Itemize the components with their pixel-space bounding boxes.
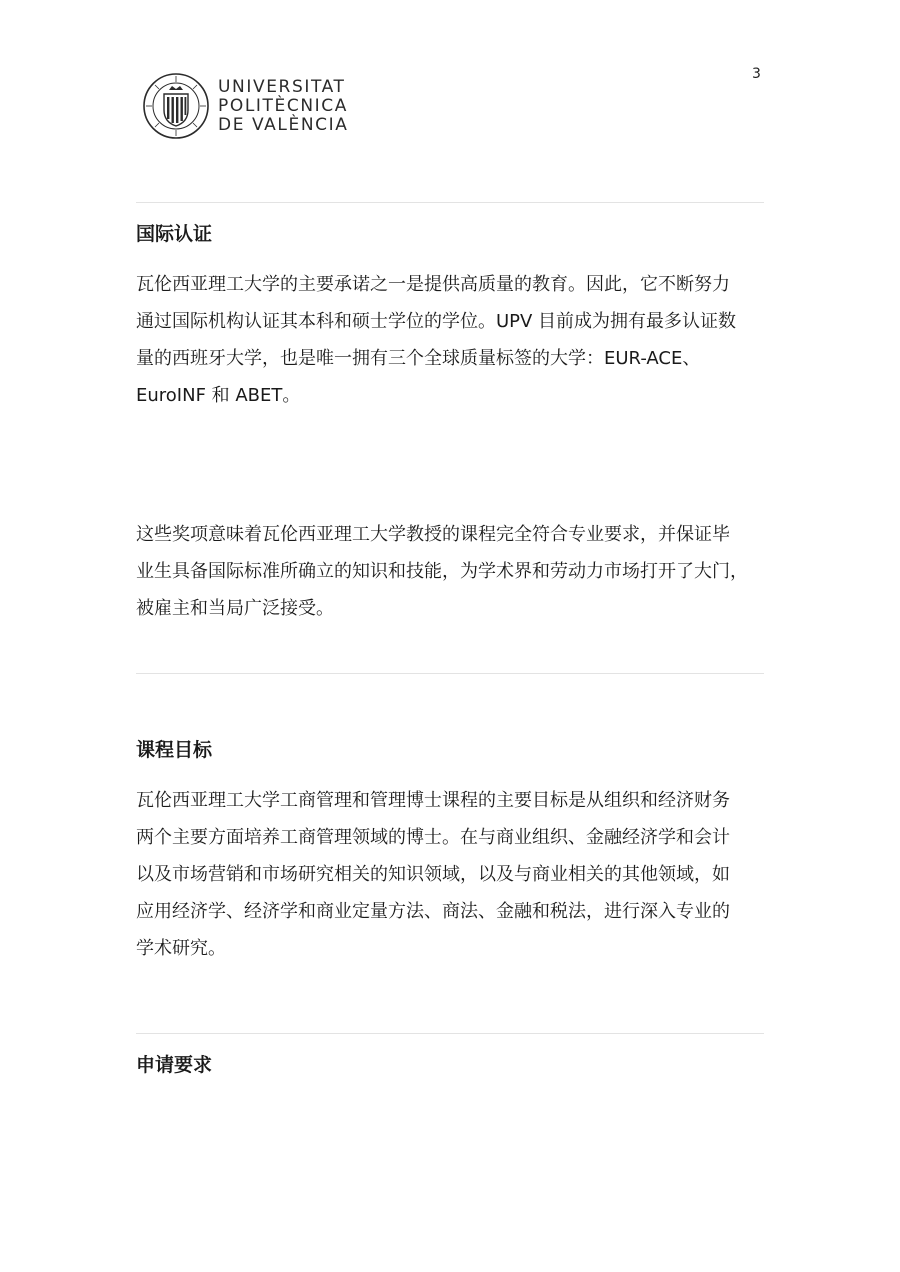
wordmark-line-2: POLITÈCNICA <box>218 96 348 116</box>
text-line: 瓦伦西亚理工大学工商管理和管理博士课程的主要目标是从组织和经济财务 <box>136 790 730 811</box>
page-number: 3 <box>752 66 761 82</box>
text-line: 瓦伦西亚理工大学的主要承诺之一是提供高质量的教育。因此，它不断努力 <box>136 274 730 295</box>
text-line: 学术研究。 <box>136 938 226 959</box>
text-line: 量的西班牙大学，也是唯一拥有三个全球质量标签的大学：EUR-ACE、 <box>136 348 701 369</box>
text-line: 以及市场营销和市场研究相关的知识领域，以及与商业相关的其他领域，如 <box>136 864 730 885</box>
divider <box>136 202 764 203</box>
text-line: 业生具备国际标准所确立的知识和技能，为学术界和劳动力市场打开了大门， <box>136 561 748 582</box>
section-heading-accreditation: 国际认证 <box>136 223 213 245</box>
university-seal-icon <box>142 72 210 140</box>
text-line: 这些奖项意味着瓦伦西亚理工大学教授的课程完全符合专业要求，并保证毕 <box>136 524 730 545</box>
divider <box>136 1033 764 1034</box>
text-line: 两个主要方面培养工商管理领域的博士。在与商业组织、金融经济学和会计 <box>136 827 730 848</box>
text-line: EuroINF 和 ABET。 <box>136 385 301 406</box>
university-wordmark <box>218 78 348 135</box>
text-line: 被雇主和当局广泛接受。 <box>136 598 334 619</box>
section-heading-objectives: 课程目标 <box>136 739 213 761</box>
paragraph-accreditation-1 <box>136 266 768 414</box>
university-logo <box>142 72 372 142</box>
divider <box>136 673 764 674</box>
text-line: 通过国际机构认证其本科和硕士学位的学位。UPV 目前成为拥有最多认证数 <box>136 311 737 332</box>
paragraph-accreditation-2 <box>136 516 768 627</box>
wordmark-line-3: DE VALÈNCIA <box>218 115 349 135</box>
paragraph-objectives <box>136 782 768 967</box>
wordmark-line-1: UNIVERSITAT <box>218 77 346 97</box>
text-line: 应用经济学、经济学和商业定量方法、商法、金融和税法，进行深入专业的 <box>136 901 730 922</box>
section-heading-requirements: 申请要求 <box>136 1054 213 1076</box>
